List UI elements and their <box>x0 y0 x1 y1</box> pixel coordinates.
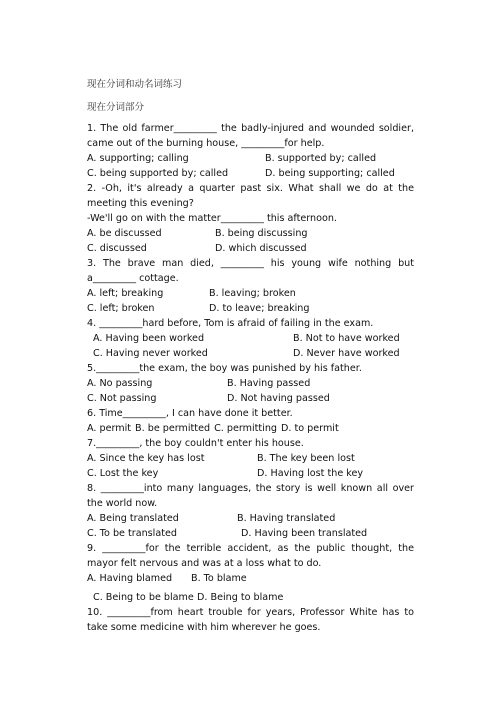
option-a: A. left; breaking <box>87 288 164 299</box>
option-a: A. permit <box>87 423 132 434</box>
option-b: B. being discussing <box>215 228 308 239</box>
option-b: B. Not to have worked <box>293 333 400 344</box>
question-2 <box>87 181 414 256</box>
question-4 <box>87 316 414 361</box>
option-b: B. To blame <box>191 573 247 584</box>
option-d: D. Having lost the key <box>257 468 364 479</box>
option-b: B. leaving; broken <box>209 288 296 299</box>
option-b: B. be permitted <box>135 423 211 434</box>
option-c: C. To be translated <box>87 528 177 539</box>
option-c: C. being supported by; called <box>87 168 229 179</box>
question-text: 5._________the exam, the boy was punished by his father. <box>87 363 362 374</box>
question-text: 3. The brave man died, _________ his young wife nothing but a_________ cottage. <box>87 258 414 284</box>
document-title: 现在分词和动名词练习 <box>87 79 183 90</box>
question-text: 9. _________for the terrible accident, as the public thought, the mayor felt nervous and was at a loss what to do. <box>87 543 414 569</box>
option-d: D. being supporting; called <box>265 168 395 179</box>
question-text: 8. _________into many languages, the story is well known all over the world now. <box>87 483 414 509</box>
question-9 <box>87 541 414 605</box>
question-text: 2. -Oh, it's already a quarter past six. What shall we do at the meeting this evening? <box>87 183 414 209</box>
question-text: 4. _________hard before, Tom is afraid of failing in the exam. <box>87 318 374 329</box>
option-d: D. Having been translated <box>241 528 368 539</box>
options-row <box>87 590 414 605</box>
option-c: C. Lost the key <box>87 468 159 479</box>
option-b: B. Having translated <box>237 513 336 524</box>
option-a: A. Having blamed <box>87 573 173 584</box>
options-row <box>87 466 414 481</box>
option-c: C. Having never worked <box>93 348 208 359</box>
options-row <box>87 151 414 166</box>
option-d: D. Being to blame <box>197 592 284 603</box>
options-row <box>87 391 414 406</box>
question-text: 1. The old farmer_________ the badly-injured and wounded soldier, came out of the burning house, _________for help. <box>87 123 414 149</box>
option-d: D. Not having passed <box>227 393 330 404</box>
option-d: D. to permit <box>281 423 339 434</box>
option-a: A. No passing <box>87 378 153 389</box>
option-d: D. to leave; breaking <box>209 303 310 314</box>
question-5 <box>87 361 414 406</box>
question-text: 10. _________from heart trouble for years, Professor White has to take some medicine with him wherever he goes. <box>87 607 414 633</box>
options-row <box>87 526 414 541</box>
option-a: A. supporting; calling <box>87 153 189 164</box>
option-c: C. Not passing <box>87 393 157 404</box>
section-title: 现在分词部分 <box>87 102 145 113</box>
options-row <box>87 511 414 526</box>
options-row <box>87 421 414 436</box>
option-a: A. Being translated <box>87 513 179 524</box>
options-row <box>87 241 414 256</box>
option-c: C. Being to be blame <box>93 592 194 603</box>
option-b: B. The key been lost <box>257 453 355 464</box>
options-row <box>87 451 414 466</box>
question-7 <box>87 436 414 481</box>
question-6 <box>87 406 414 436</box>
question-text-reply: -We'll go on with the matter_________ this afternoon. <box>87 213 337 224</box>
option-c: C. discussed <box>87 243 147 254</box>
options-row <box>87 301 414 316</box>
options-row <box>87 571 414 586</box>
question-text: 7._________, the boy couldn't enter his house. <box>87 438 304 449</box>
option-c: C. left; broken <box>87 303 155 314</box>
options-row <box>87 166 414 181</box>
options-row <box>87 331 414 346</box>
question-8 <box>87 481 414 541</box>
options-row <box>87 376 414 391</box>
options-row <box>87 346 414 361</box>
options-row <box>87 286 414 301</box>
option-a: A. be discussed <box>87 228 162 239</box>
question-3 <box>87 256 414 316</box>
option-a: A. Since the key has lost <box>87 453 205 464</box>
question-1 <box>87 121 414 181</box>
option-d: D. Never have worked <box>293 348 400 359</box>
question-10 <box>87 605 414 635</box>
option-b: B. Having passed <box>227 378 311 389</box>
question-text: 6. Time_________, I can have done it better. <box>87 408 293 419</box>
option-c: C. permitting <box>214 423 278 434</box>
option-b: B. supported by; called <box>265 153 377 164</box>
options-row <box>87 226 414 241</box>
option-a: A. Having been worked <box>93 333 205 344</box>
option-d: D. which discussed <box>215 243 307 254</box>
